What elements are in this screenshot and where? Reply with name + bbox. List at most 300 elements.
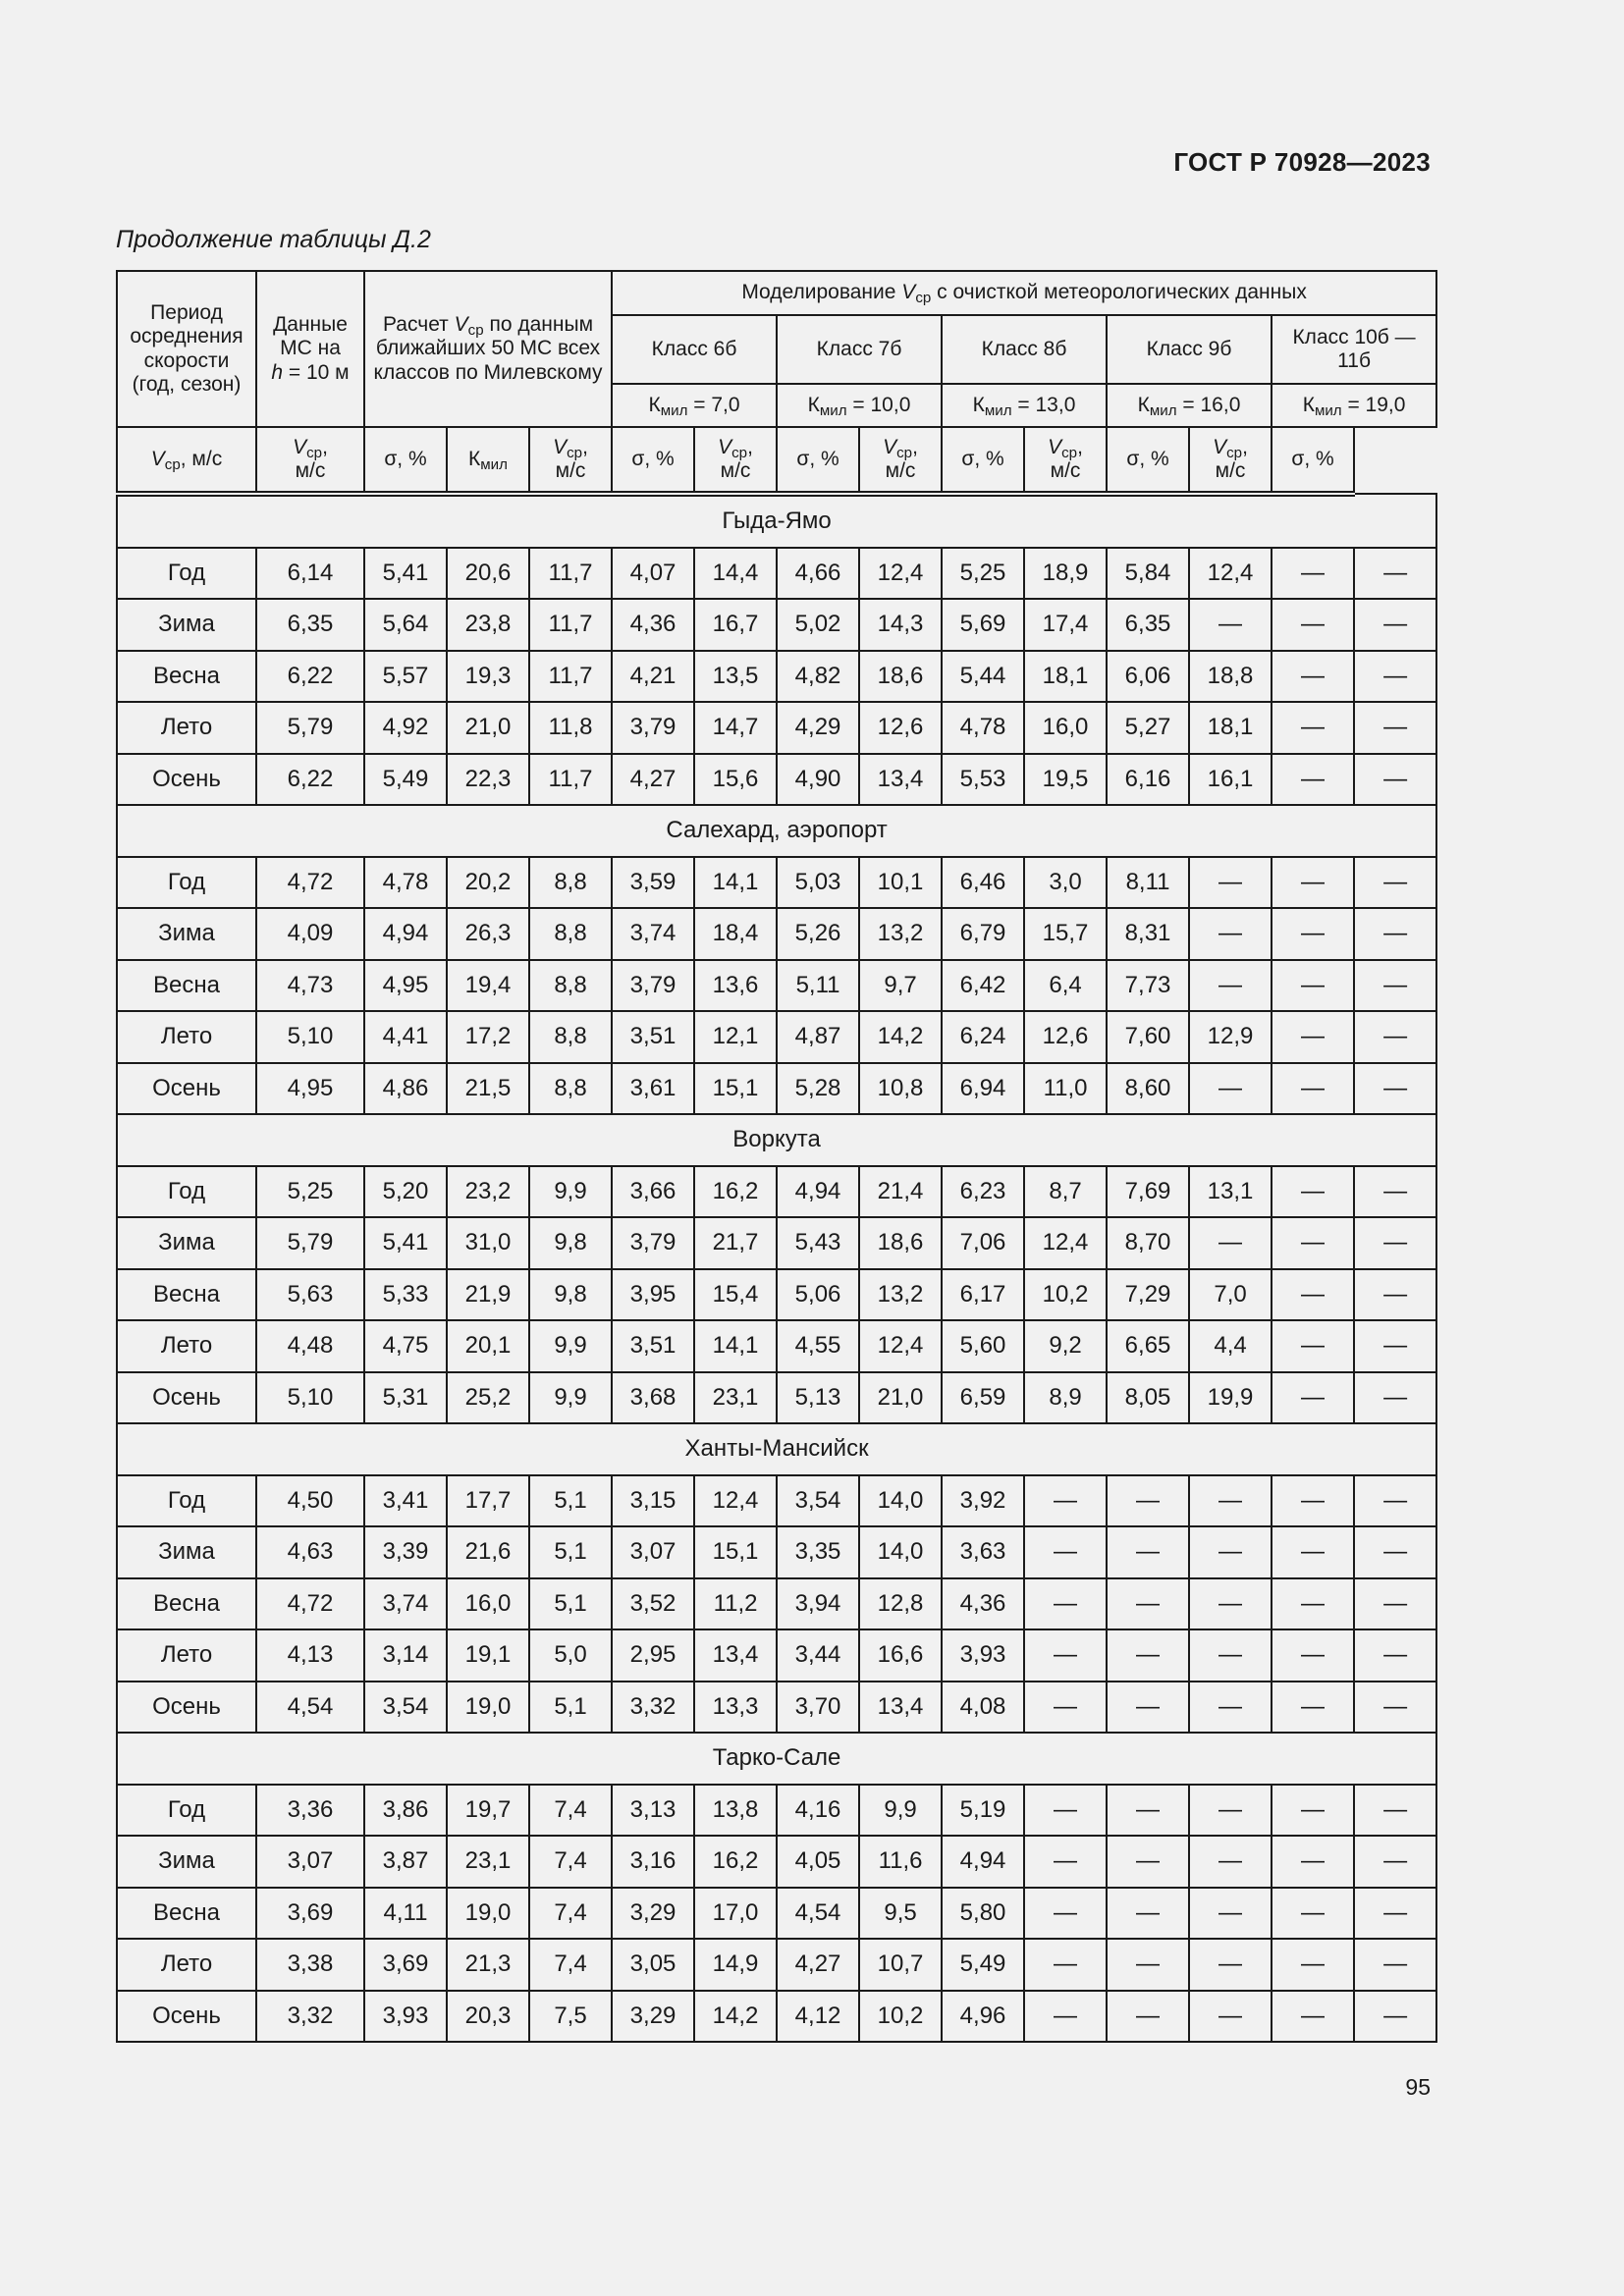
value-cell: 3,63 <box>942 1526 1024 1578</box>
value-cell: 3,94 <box>777 1578 859 1630</box>
value-cell: 5,1 <box>529 1475 612 1527</box>
data-table <box>116 270 1437 2043</box>
header-class: Класс 10б — 11б <box>1272 315 1436 384</box>
value-cell: 11,8 <box>529 702 612 754</box>
value-cell: 11,7 <box>529 599 612 651</box>
header-class: Класс 9б <box>1107 315 1272 384</box>
value-cell: 4,78 <box>364 857 447 909</box>
value-cell: 16,0 <box>447 1578 529 1630</box>
value-cell: 4,82 <box>777 651 859 703</box>
value-cell: 5,20 <box>364 1166 447 1218</box>
value-cell: 5,06 <box>777 1269 859 1321</box>
period-cell: Весна <box>117 1269 256 1321</box>
value-cell: — <box>1189 1991 1272 2043</box>
value-cell: — <box>1024 1836 1107 1888</box>
value-cell: 4,50 <box>256 1475 364 1527</box>
value-cell: — <box>1272 857 1354 909</box>
value-cell: 5,49 <box>942 1939 1024 1991</box>
value-cell: — <box>1024 1578 1107 1630</box>
table-row <box>117 1785 1436 1837</box>
value-cell: 12,4 <box>694 1475 777 1527</box>
period-cell: Весна <box>117 960 256 1012</box>
period-cell: Лето <box>117 1320 256 1372</box>
value-cell: — <box>1354 857 1436 909</box>
table-caption: Продолжение таблицы Д.2 <box>116 226 431 253</box>
value-cell: — <box>1272 702 1354 754</box>
value-cell: 3,39 <box>364 1526 447 1578</box>
value-cell: — <box>1024 1526 1107 1578</box>
value-cell: — <box>1354 1475 1436 1527</box>
header-unit-v: $V_{ср}$, м/с <box>694 427 777 494</box>
period-cell: Год <box>117 1475 256 1527</box>
value-cell: 4,55 <box>777 1320 859 1372</box>
value-cell: 3,32 <box>612 1682 694 1734</box>
value-cell: 4,73 <box>256 960 364 1012</box>
value-cell: 4,72 <box>256 857 364 909</box>
value-cell: — <box>1189 1578 1272 1630</box>
header-class: Класс 7б <box>777 315 942 384</box>
table-row <box>117 702 1436 754</box>
station-name: Воркута <box>117 1114 1436 1166</box>
value-cell: — <box>1189 1888 1272 1940</box>
header-calc: Расчет $V_{ср}$ по данным ближайших 50 МС всех классов по Милевскому <box>364 271 612 427</box>
value-cell: 3,36 <box>256 1785 364 1837</box>
value-cell: 4,87 <box>777 1011 859 1063</box>
value-cell: 14,1 <box>694 857 777 909</box>
value-cell: 11,7 <box>529 651 612 703</box>
value-cell: — <box>1024 1785 1107 1837</box>
value-cell: 3,51 <box>612 1011 694 1063</box>
value-cell: — <box>1024 1939 1107 1991</box>
header-unit-sigma: σ, % <box>1272 427 1354 494</box>
table-row <box>117 1939 1436 1991</box>
value-cell: — <box>1272 1939 1354 1991</box>
header-ms-data: Данные МС на h = 10 м <box>256 271 364 427</box>
value-cell: 8,8 <box>529 1063 612 1115</box>
value-cell: 5,13 <box>777 1372 859 1424</box>
value-cell: 4,86 <box>364 1063 447 1115</box>
value-cell: 5,60 <box>942 1320 1024 1372</box>
value-cell: 5,63 <box>256 1269 364 1321</box>
value-cell: 6,23 <box>942 1166 1024 1218</box>
station-name: Тарко-Сале <box>117 1733 1436 1785</box>
value-cell: 12,6 <box>859 702 942 754</box>
value-cell: 12,4 <box>859 1320 942 1372</box>
value-cell: 4,66 <box>777 548 859 600</box>
value-cell: 5,10 <box>256 1372 364 1424</box>
period-cell: Лето <box>117 1629 256 1682</box>
value-cell: 18,1 <box>1024 651 1107 703</box>
value-cell: 7,4 <box>529 1939 612 1991</box>
value-cell: — <box>1189 1939 1272 1991</box>
period-cell: Год <box>117 857 256 909</box>
period-cell: Осень <box>117 754 256 806</box>
value-cell: 9,8 <box>529 1269 612 1321</box>
value-cell: 12,4 <box>1024 1217 1107 1269</box>
table-row <box>117 1217 1436 1269</box>
value-cell: 3,07 <box>256 1836 364 1888</box>
value-cell: 5,25 <box>942 548 1024 600</box>
value-cell: — <box>1272 1888 1354 1940</box>
value-cell: — <box>1272 548 1354 600</box>
header-period: Период осреднения скорости (год, сезон) <box>117 271 256 427</box>
value-cell: 13,5 <box>694 651 777 703</box>
value-cell: 10,2 <box>859 1991 942 2043</box>
value-cell: — <box>1354 1682 1436 1734</box>
value-cell: 13,1 <box>1189 1166 1272 1218</box>
table-row <box>117 857 1436 909</box>
value-cell: 3,93 <box>364 1991 447 2043</box>
table-row <box>117 960 1436 1012</box>
table-row <box>117 1475 1436 1527</box>
value-cell: — <box>1354 1836 1436 1888</box>
value-cell: — <box>1189 1836 1272 1888</box>
table-row <box>117 1011 1436 1063</box>
value-cell: — <box>1272 1578 1354 1630</box>
value-cell: 18,9 <box>1024 548 1107 600</box>
value-cell: 18,6 <box>859 1217 942 1269</box>
table-row <box>117 1836 1436 1888</box>
value-cell: 11,7 <box>529 754 612 806</box>
value-cell: 3,41 <box>364 1475 447 1527</box>
value-cell: 23,8 <box>447 599 529 651</box>
value-cell: 12,4 <box>1189 548 1272 600</box>
value-cell: 5,1 <box>529 1578 612 1630</box>
period-cell: Год <box>117 1166 256 1218</box>
value-cell: 3,07 <box>612 1526 694 1578</box>
value-cell: 9,7 <box>859 960 942 1012</box>
header-class: Класс 8б <box>942 315 1107 384</box>
value-cell: 5,41 <box>364 1217 447 1269</box>
table-row <box>117 1629 1436 1682</box>
value-cell: — <box>1354 548 1436 600</box>
value-cell: 11,0 <box>1024 1063 1107 1115</box>
table-row <box>117 1888 1436 1940</box>
value-cell: — <box>1024 1475 1107 1527</box>
value-cell: 9,9 <box>529 1372 612 1424</box>
value-cell: — <box>1272 1526 1354 1578</box>
station-name: Салехард, аэропорт <box>117 805 1436 857</box>
value-cell: 3,87 <box>364 1836 447 1888</box>
value-cell: — <box>1354 1320 1436 1372</box>
value-cell: 19,0 <box>447 1888 529 1940</box>
value-cell: — <box>1107 1836 1189 1888</box>
value-cell: 14,0 <box>859 1475 942 1527</box>
value-cell: — <box>1272 1011 1354 1063</box>
value-cell: 21,3 <box>447 1939 529 1991</box>
station-name: Гыда-Ямо <box>117 494 1436 548</box>
value-cell: — <box>1272 1320 1354 1372</box>
table-row <box>117 1526 1436 1578</box>
period-cell: Зима <box>117 599 256 651</box>
value-cell: — <box>1024 1991 1107 2043</box>
header-unit-sigma: σ, % <box>612 427 694 494</box>
value-cell: 18,1 <box>1189 702 1272 754</box>
header-units-row <box>117 427 1436 494</box>
period-cell: Осень <box>117 1063 256 1115</box>
value-cell: — <box>1354 754 1436 806</box>
period-cell: Зима <box>117 1526 256 1578</box>
header-unit-sigma: σ, % <box>1107 427 1189 494</box>
value-cell: 14,4 <box>694 548 777 600</box>
value-cell: 8,60 <box>1107 1063 1189 1115</box>
value-cell: 6,14 <box>256 548 364 600</box>
station-header-row <box>117 1423 1436 1475</box>
value-cell: 11,6 <box>859 1836 942 1888</box>
value-cell: — <box>1189 1785 1272 1837</box>
value-cell: 5,25 <box>256 1166 364 1218</box>
value-cell: 4,94 <box>364 908 447 960</box>
value-cell: 9,9 <box>859 1785 942 1837</box>
period-cell: Лето <box>117 702 256 754</box>
value-cell: — <box>1354 651 1436 703</box>
value-cell: 9,9 <box>529 1320 612 1372</box>
value-cell: — <box>1272 1475 1354 1527</box>
value-cell: 16,6 <box>859 1629 942 1682</box>
value-cell: 17,2 <box>447 1011 529 1063</box>
value-cell: 3,66 <box>612 1166 694 1218</box>
value-cell: 4,75 <box>364 1320 447 1372</box>
value-cell: 26,3 <box>447 908 529 960</box>
value-cell: 4,63 <box>256 1526 364 1578</box>
value-cell: 21,0 <box>859 1372 942 1424</box>
value-cell: 5,41 <box>364 548 447 600</box>
value-cell: — <box>1354 1629 1436 1682</box>
table-row <box>117 1166 1436 1218</box>
value-cell: 19,3 <box>447 651 529 703</box>
value-cell: — <box>1272 599 1354 651</box>
value-cell: 20,3 <box>447 1991 529 2043</box>
value-cell: 7,0 <box>1189 1269 1272 1321</box>
value-cell: 3,13 <box>612 1785 694 1837</box>
value-cell: 7,73 <box>1107 960 1189 1012</box>
value-cell: 15,7 <box>1024 908 1107 960</box>
value-cell: 4,07 <box>612 548 694 600</box>
value-cell: 5,84 <box>1107 548 1189 600</box>
value-cell: 12,6 <box>1024 1011 1107 1063</box>
value-cell: — <box>1354 1991 1436 2043</box>
value-cell: 7,29 <box>1107 1269 1189 1321</box>
value-cell: 6,4 <box>1024 960 1107 1012</box>
header-unit-v: $V_{ср}$, м/с <box>1024 427 1107 494</box>
value-cell: — <box>1272 1063 1354 1115</box>
value-cell: 17,4 <box>1024 599 1107 651</box>
value-cell: 6,46 <box>942 857 1024 909</box>
period-cell: Осень <box>117 1372 256 1424</box>
value-cell: 5,33 <box>364 1269 447 1321</box>
value-cell: 5,1 <box>529 1682 612 1734</box>
station-name: Ханты-Мансийск <box>117 1423 1436 1475</box>
value-cell: — <box>1189 1682 1272 1734</box>
value-cell: — <box>1189 960 1272 1012</box>
value-cell: 6,35 <box>256 599 364 651</box>
value-cell: 3,44 <box>777 1629 859 1682</box>
value-cell: 5,27 <box>1107 702 1189 754</box>
value-cell: 4,94 <box>942 1836 1024 1888</box>
value-cell: — <box>1024 1888 1107 1940</box>
period-cell: Весна <box>117 1578 256 1630</box>
value-cell: 7,5 <box>529 1991 612 2043</box>
value-cell: 5,53 <box>942 754 1024 806</box>
value-cell: 4,72 <box>256 1578 364 1630</box>
value-cell: 3,79 <box>612 702 694 754</box>
value-cell: 3,54 <box>364 1682 447 1734</box>
value-cell: 3,74 <box>364 1578 447 1630</box>
period-cell: Лето <box>117 1011 256 1063</box>
value-cell: 19,1 <box>447 1629 529 1682</box>
header-kmil: $К_{мил} = 10,0$ <box>777 384 942 427</box>
value-cell: 3,79 <box>612 1217 694 1269</box>
table-row <box>117 1320 1436 1372</box>
value-cell: 13,3 <box>694 1682 777 1734</box>
value-cell: 3,61 <box>612 1063 694 1115</box>
value-cell: 6,94 <box>942 1063 1024 1115</box>
header-unit-sigma: σ, % <box>364 427 447 494</box>
value-cell: 3,54 <box>777 1475 859 1527</box>
value-cell: 23,1 <box>447 1836 529 1888</box>
value-cell: 9,2 <box>1024 1320 1107 1372</box>
value-cell: 4,08 <box>942 1682 1024 1734</box>
value-cell: 4,27 <box>612 754 694 806</box>
station-header-row <box>117 1114 1436 1166</box>
value-cell: 16,7 <box>694 599 777 651</box>
value-cell: 14,1 <box>694 1320 777 1372</box>
header-unit-sigma: σ, % <box>777 427 859 494</box>
value-cell: 3,15 <box>612 1475 694 1527</box>
value-cell: — <box>1107 1475 1189 1527</box>
value-cell: — <box>1107 1682 1189 1734</box>
value-cell: 3,74 <box>612 908 694 960</box>
table-row <box>117 548 1436 600</box>
value-cell: 13,6 <box>694 960 777 1012</box>
value-cell: 7,4 <box>529 1836 612 1888</box>
value-cell: 6,22 <box>256 651 364 703</box>
value-cell: 8,8 <box>529 1011 612 1063</box>
value-cell: 19,4 <box>447 960 529 1012</box>
value-cell: — <box>1189 599 1272 651</box>
value-cell: — <box>1354 908 1436 960</box>
header-model: Моделирование $V_{ср}$ с очисткой метеорологических данных <box>612 271 1436 315</box>
value-cell: 19,0 <box>447 1682 529 1734</box>
value-cell: 4,95 <box>364 960 447 1012</box>
value-cell: 5,10 <box>256 1011 364 1063</box>
value-cell: 15,6 <box>694 754 777 806</box>
value-cell: 4,95 <box>256 1063 364 1115</box>
value-cell: 4,09 <box>256 908 364 960</box>
value-cell: 5,0 <box>529 1629 612 1682</box>
value-cell: 4,54 <box>256 1682 364 1734</box>
value-cell: 4,92 <box>364 702 447 754</box>
value-cell: — <box>1272 1785 1354 1837</box>
table-row <box>117 651 1436 703</box>
value-cell: 10,1 <box>859 857 942 909</box>
header-kmil: $К_{мил} = 13,0$ <box>942 384 1107 427</box>
value-cell: — <box>1354 1063 1436 1115</box>
value-cell: 6,65 <box>1107 1320 1189 1372</box>
table-header <box>117 271 1436 494</box>
value-cell: 14,0 <box>859 1526 942 1578</box>
value-cell: 3,51 <box>612 1320 694 1372</box>
value-cell: 21,0 <box>447 702 529 754</box>
value-cell: 3,79 <box>612 960 694 1012</box>
value-cell: — <box>1354 1888 1436 1940</box>
value-cell: 4,05 <box>777 1836 859 1888</box>
value-cell: 23,2 <box>447 1166 529 1218</box>
value-cell: 4,12 <box>777 1991 859 2043</box>
value-cell: 10,2 <box>1024 1269 1107 1321</box>
value-cell: — <box>1024 1682 1107 1734</box>
value-cell: 6,79 <box>942 908 1024 960</box>
value-cell: — <box>1354 1578 1436 1630</box>
value-cell: 10,7 <box>859 1939 942 1991</box>
value-cell: 5,1 <box>529 1526 612 1578</box>
value-cell: 5,79 <box>256 702 364 754</box>
value-cell: 3,38 <box>256 1939 364 1991</box>
value-cell: 5,02 <box>777 599 859 651</box>
value-cell: — <box>1272 960 1354 1012</box>
value-cell: — <box>1189 1217 1272 1269</box>
value-cell: 3,69 <box>256 1888 364 1940</box>
value-cell: — <box>1272 1629 1354 1682</box>
value-cell: 18,4 <box>694 908 777 960</box>
value-cell: — <box>1272 1991 1354 2043</box>
value-cell: 3,70 <box>777 1682 859 1734</box>
value-cell: 3,05 <box>612 1939 694 1991</box>
value-cell: — <box>1272 1166 1354 1218</box>
value-cell: 15,4 <box>694 1269 777 1321</box>
header-unit-v: $V_{ср}$, м/с <box>256 427 364 494</box>
value-cell: — <box>1107 1526 1189 1578</box>
value-cell: 5,26 <box>777 908 859 960</box>
value-cell: 13,2 <box>859 1269 942 1321</box>
value-cell: 5,49 <box>364 754 447 806</box>
value-cell: 4,4 <box>1189 1320 1272 1372</box>
value-cell: 5,57 <box>364 651 447 703</box>
value-cell: — <box>1272 1269 1354 1321</box>
value-cell: 3,16 <box>612 1836 694 1888</box>
header-class: Класс 6б <box>612 315 777 384</box>
value-cell: — <box>1272 754 1354 806</box>
value-cell: 25,2 <box>447 1372 529 1424</box>
value-cell: — <box>1354 1526 1436 1578</box>
value-cell: — <box>1354 1269 1436 1321</box>
value-cell: — <box>1107 1629 1189 1682</box>
value-cell: 7,4 <box>529 1785 612 1837</box>
value-cell: 12,1 <box>694 1011 777 1063</box>
value-cell: — <box>1107 1578 1189 1630</box>
value-cell: 18,8 <box>1189 651 1272 703</box>
value-cell: — <box>1189 1629 1272 1682</box>
value-cell: 14,7 <box>694 702 777 754</box>
table-row <box>117 599 1436 651</box>
value-cell: — <box>1189 1475 1272 1527</box>
value-cell: 4,11 <box>364 1888 447 1940</box>
value-cell: 8,11 <box>1107 857 1189 909</box>
value-cell: 21,6 <box>447 1526 529 1578</box>
value-cell: 23,1 <box>694 1372 777 1424</box>
value-cell: 18,6 <box>859 651 942 703</box>
value-cell: — <box>1189 1063 1272 1115</box>
period-cell: Осень <box>117 1991 256 2043</box>
value-cell: 4,78 <box>942 702 1024 754</box>
value-cell: 2,95 <box>612 1629 694 1682</box>
value-cell: 7,60 <box>1107 1011 1189 1063</box>
table-row <box>117 1372 1436 1424</box>
value-cell: 11,2 <box>694 1578 777 1630</box>
value-cell: 19,9 <box>1189 1372 1272 1424</box>
value-cell: 5,43 <box>777 1217 859 1269</box>
value-cell: 6,59 <box>942 1372 1024 1424</box>
